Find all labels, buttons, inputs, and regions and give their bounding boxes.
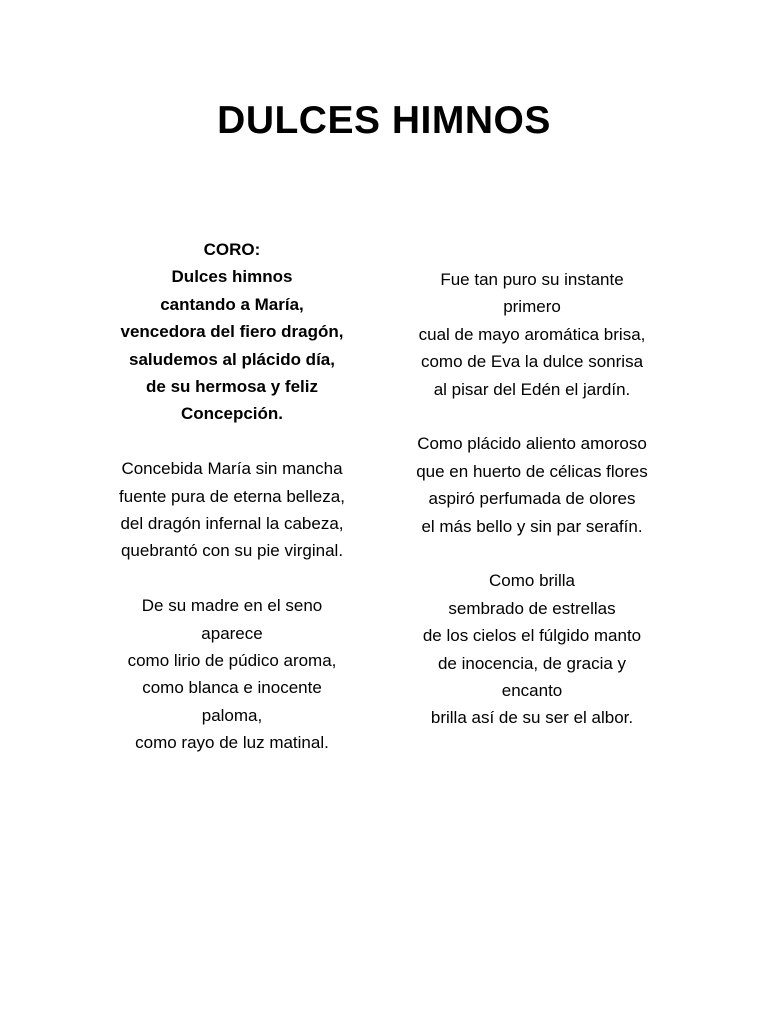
verse-line: de inocencia, de gracia y (437, 653, 627, 673)
verse-line: aparece (201, 623, 263, 643)
verse-line: paloma, (201, 705, 263, 725)
stanza-5 (382, 567, 682, 731)
verse-line: como blanca e inocente (142, 678, 322, 698)
stanza-1 (82, 455, 382, 565)
verse-line: De su madre en el seno (141, 596, 323, 616)
verse-line: como de Eva la dulce sonrisa (420, 352, 644, 372)
verse-line: el más bello y sin par serafín. (421, 516, 643, 536)
verse-line: quebrantó con su pie virginal. (120, 541, 344, 561)
verse-line: sembrado de estrellas (448, 598, 616, 618)
chorus-line: Dulces himnos (171, 267, 293, 287)
verse-line: cual de mayo aromática brisa, (418, 324, 646, 344)
verse-line: Fue tan puro su instante (440, 270, 624, 289)
chorus-heading: CORO: (203, 240, 261, 259)
page-title: DULCES HIMNOS (217, 99, 551, 142)
verse-line: encanto (501, 681, 563, 701)
verse-line: Como plácido aliento amoroso (417, 434, 647, 454)
verse-line: Concebida María sin mancha (121, 459, 343, 479)
verse-line: como rayo de luz matinal. (135, 733, 329, 753)
stanza-4 (382, 430, 682, 540)
chorus-line: Concepción. (180, 404, 283, 424)
verse-line: como lirio de púdico aroma, (127, 651, 337, 671)
chorus-line: saludemos al plácido día, (129, 349, 335, 369)
verse-line: de los cielos el fúlgido manto (422, 626, 642, 646)
chorus (82, 236, 382, 428)
left-column (82, 236, 382, 757)
chorus-line: cantando a María, (160, 294, 304, 314)
verse-line: aspiró perfumada de olores (428, 489, 636, 509)
verse-line: fuente pura de eterna belleza, (119, 486, 345, 506)
stanza-2 (82, 592, 382, 756)
chorus-line: de su hermosa y feliz (146, 377, 318, 397)
verse-line: primero (503, 297, 561, 317)
verse-line: que en huerto de célicas flores (416, 461, 648, 481)
verse-line: Como brilla (489, 571, 575, 591)
chorus-line: vencedora del fiero dragón, (120, 322, 344, 342)
verse-line: del dragón infernal la cabeza, (120, 514, 344, 534)
verse-line: al pisar del Edén el jardín. (433, 379, 631, 399)
stanza-3 (382, 266, 682, 403)
verse-line: brilla así de su ser el albor. (430, 708, 634, 728)
right-column (382, 266, 682, 732)
